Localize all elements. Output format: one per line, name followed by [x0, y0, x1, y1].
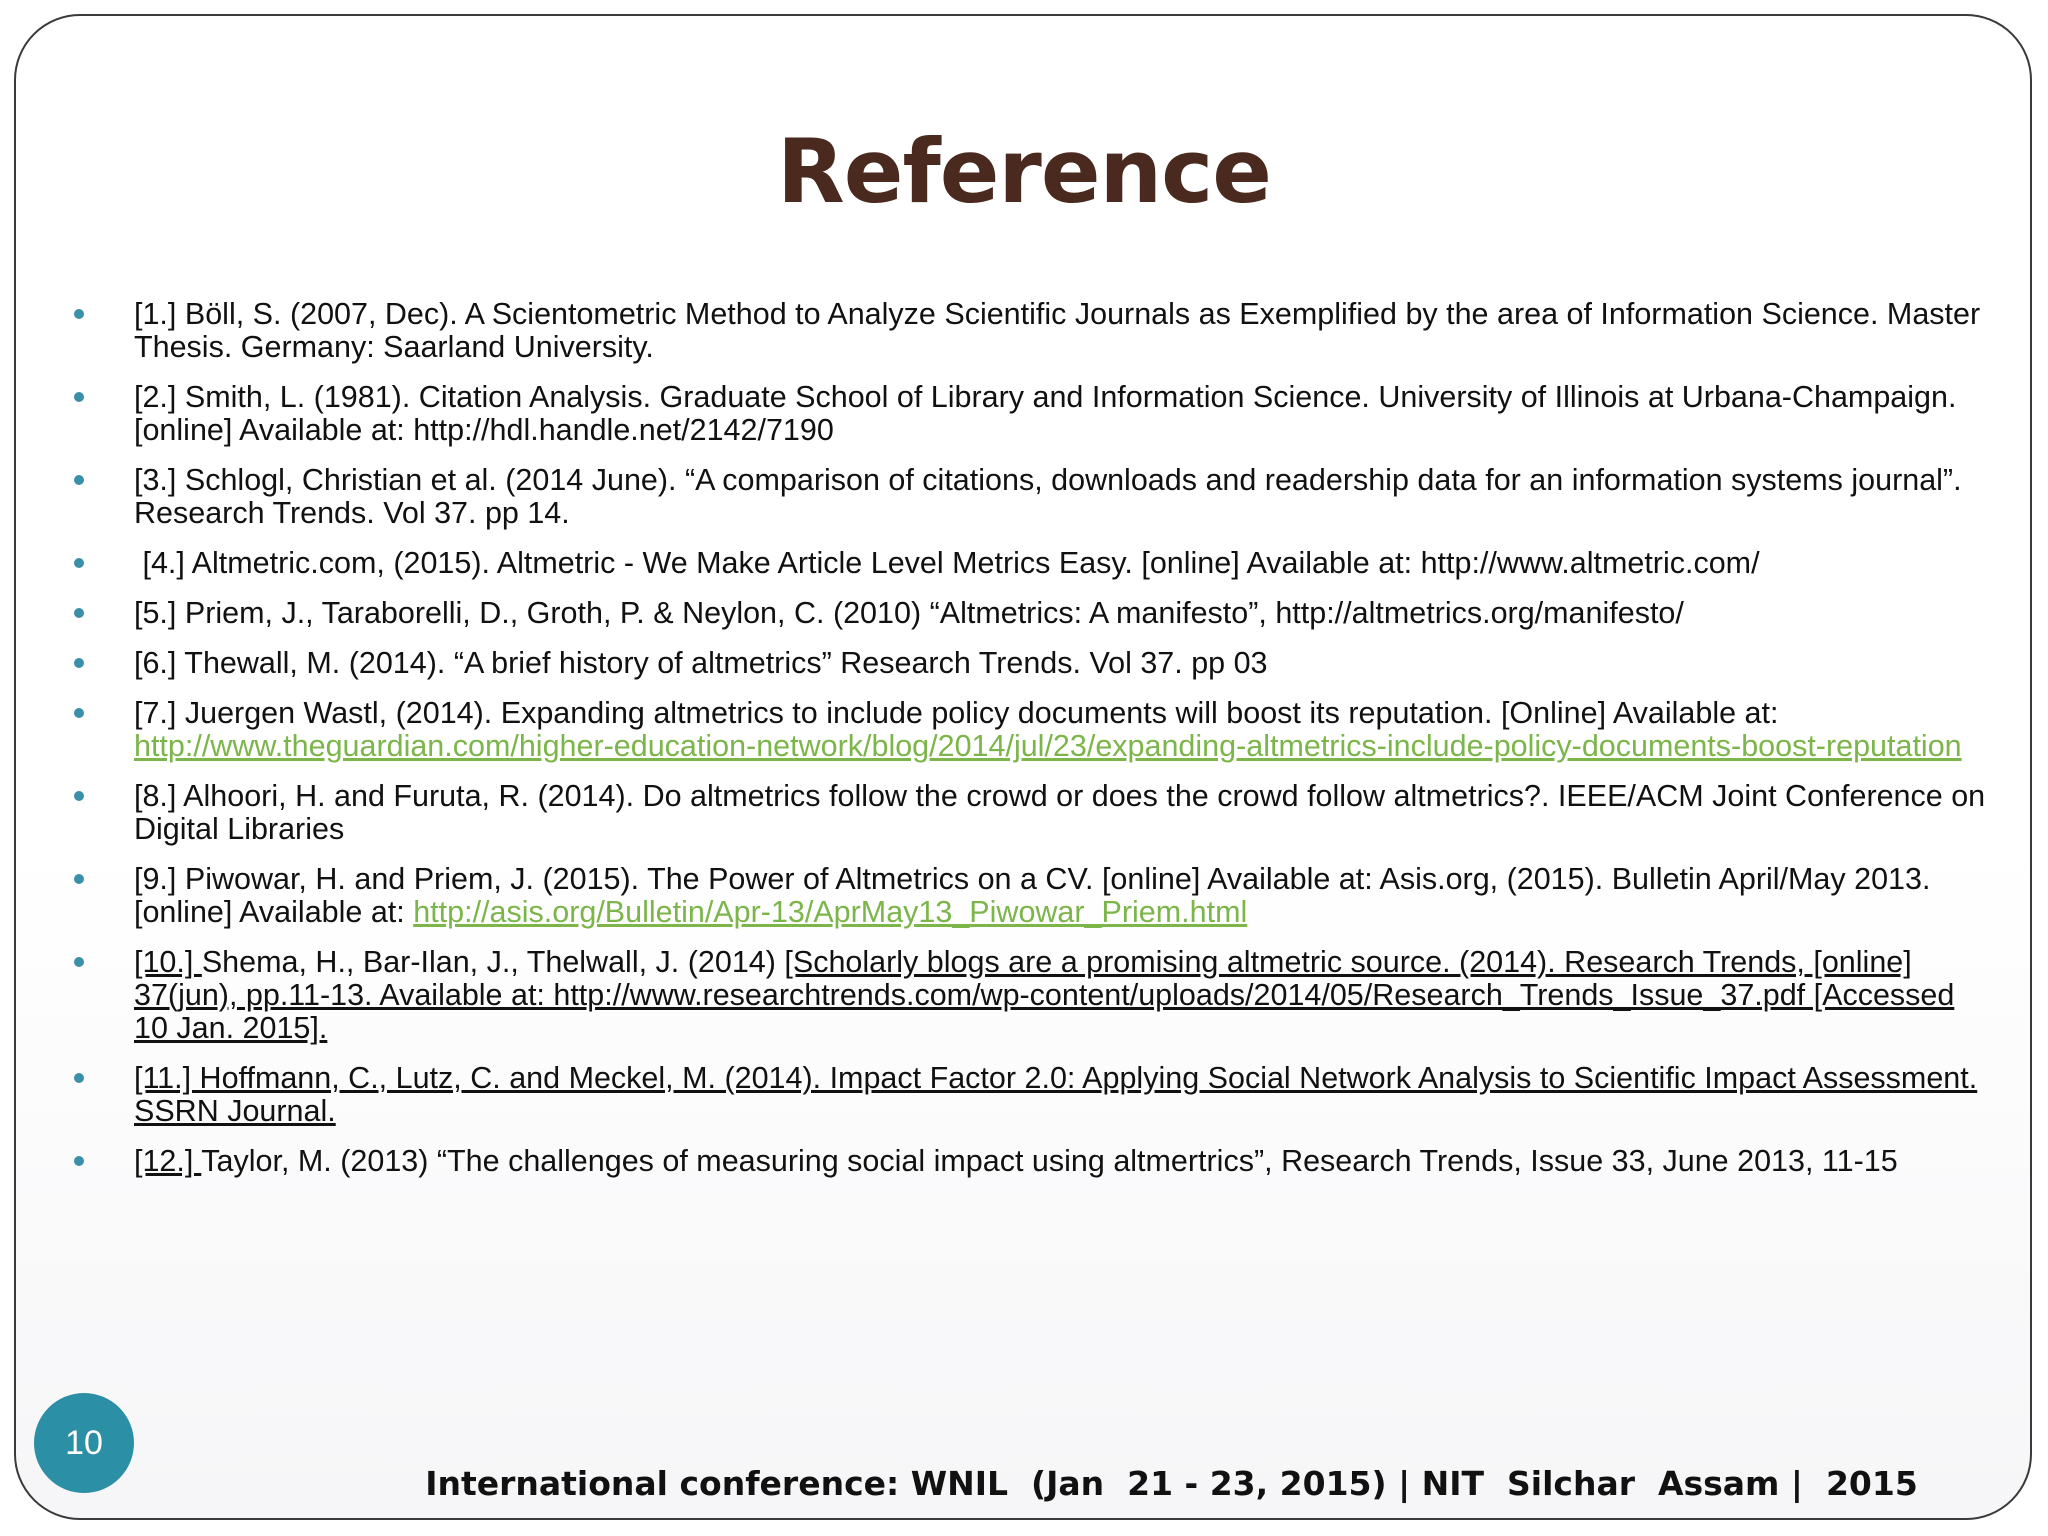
bullet-icon: [74, 558, 84, 568]
reference-text: [6.] Thewall, M. (2014). “A brief history of altmetrics” Research Trends. Vol 37. pp 03: [134, 646, 1268, 680]
reference-item-7: [72, 697, 1990, 763]
reference-item-9: [72, 863, 1990, 929]
reference-item-4: [72, 547, 1990, 580]
conference-footer: International conference: WNIL (Jan 21 - 23, 2015) | NIT Silchar Assam | 2015: [425, 1464, 1918, 1503]
reference-text: [5.] Priem, J., Taraborelli, D., Groth, P. & Neylon, C. (2010) “Altmetrics: A manifesto”, http://altmetrics.org/manifesto/: [134, 596, 1684, 630]
reference-text: [8.] Alhoori, H. and Furuta, R. (2014). Do altmetrics follow the crowd or does the crowd follow altmetrics?. IEEE/ACM Joint Conference on Digital Libraries: [134, 779, 1986, 846]
page-number-badge: 10: [34, 1393, 134, 1493]
reference-text: Shema, H., Bar-Ilan, J., Thelwall, J. (2014): [201, 945, 785, 979]
reference-underlined-text: [Scholarly blogs are a promising altmetric source. (2014). Research Trends, [online] 37(jun), pp.11-13. Available at: http://www.researchtrends.com/wp-content/uploads/2014/05/Research_Trends_Issue_37.pdf [Accessed 10 Jan. 2015].: [134, 945, 1955, 1045]
reference-text: [9.] Piwowar, H. and Priem, J. (2015). The Power of Altmetrics on a CV. [online] Available at: Asis.org, (2015). Bulletin April/May 2013. [online] Available at:: [134, 862, 1931, 929]
bullet-icon: [74, 1073, 84, 1083]
reference-text: [1.] Böll, S. (2007, Dec). A Scientometric Method to Analyze Scientific Journals as Exemplified by the area of Information Science. Master Thesis. Germany: Saarland University.: [134, 297, 1981, 364]
reference-text: Taylor, M. (2013) “The challenges of measuring social impact using altmertrics”, Research Trends, Issue 33, June 2013, 11-15: [201, 1144, 1898, 1178]
bullet-icon: [74, 392, 84, 402]
reference-text: [3.] Schlogl, Christian et al. (2014 June). “A comparison of citations, downloads and readership data for an information systems journal”. Research Trends. Vol 37. pp 14.: [134, 463, 1962, 530]
reference-item-8: [72, 780, 1990, 846]
reference-underlined-text: [11.] Hoffmann, C., Lutz, C. and Meckel, M. (2014). Impact Factor 2.0: Applying Social Network Analysis to Scientific Impact Assessment. SSRN Journal.: [134, 1061, 1978, 1128]
reference-number: [10.]: [134, 945, 202, 979]
bullet-icon: [74, 1156, 84, 1166]
slide-title: Reference: [777, 120, 1271, 223]
bullet-icon: [74, 608, 84, 618]
bullet-icon: [74, 708, 84, 718]
bullet-icon: [74, 874, 84, 884]
reference-item-1: [72, 298, 1990, 364]
reference-number: [12.]: [134, 1144, 202, 1178]
reference-text: [4.] Altmetric.com, (2015). Altmetric - We Make Article Level Metrics Easy. [online] Available at: http://www.altmetric.com/: [134, 546, 1760, 580]
reference-list: [72, 298, 1990, 1195]
bullet-icon: [74, 791, 84, 801]
reference-item-10: [72, 946, 1990, 1045]
reference-item-3: [72, 464, 1990, 530]
reference-text: [2.] Smith, L. (1981). Citation Analysis. Graduate School of Library and Information Science. University of Illinois at Urbana-Champaign. [online] Available at: http://hdl.handle.net/2142/7190: [134, 380, 1957, 447]
reference-item-11: [72, 1062, 1990, 1128]
reference-item-6: [72, 647, 1990, 680]
reference-item-12: [72, 1145, 1990, 1178]
bullet-icon: [74, 309, 84, 319]
reference-item-2: [72, 381, 1990, 447]
reference-text: [7.] Juergen Wastl, (2014). Expanding altmetrics to include policy documents will boost its reputation. [Online] Available at:: [134, 696, 1779, 730]
reference-link[interactable]: http://asis.org/Bulletin/Apr-13/AprMay13_Piwowar_Priem.html: [413, 895, 1248, 929]
reference-item-5: [72, 597, 1990, 630]
bullet-icon: [74, 658, 84, 668]
reference-link[interactable]: http://www.theguardian.com/higher-education-network/blog/2014/jul/23/expanding-altmetrics-include-policy-documents-boost-reputation: [134, 729, 1962, 763]
bullet-icon: [74, 957, 84, 967]
bullet-icon: [74, 475, 84, 485]
